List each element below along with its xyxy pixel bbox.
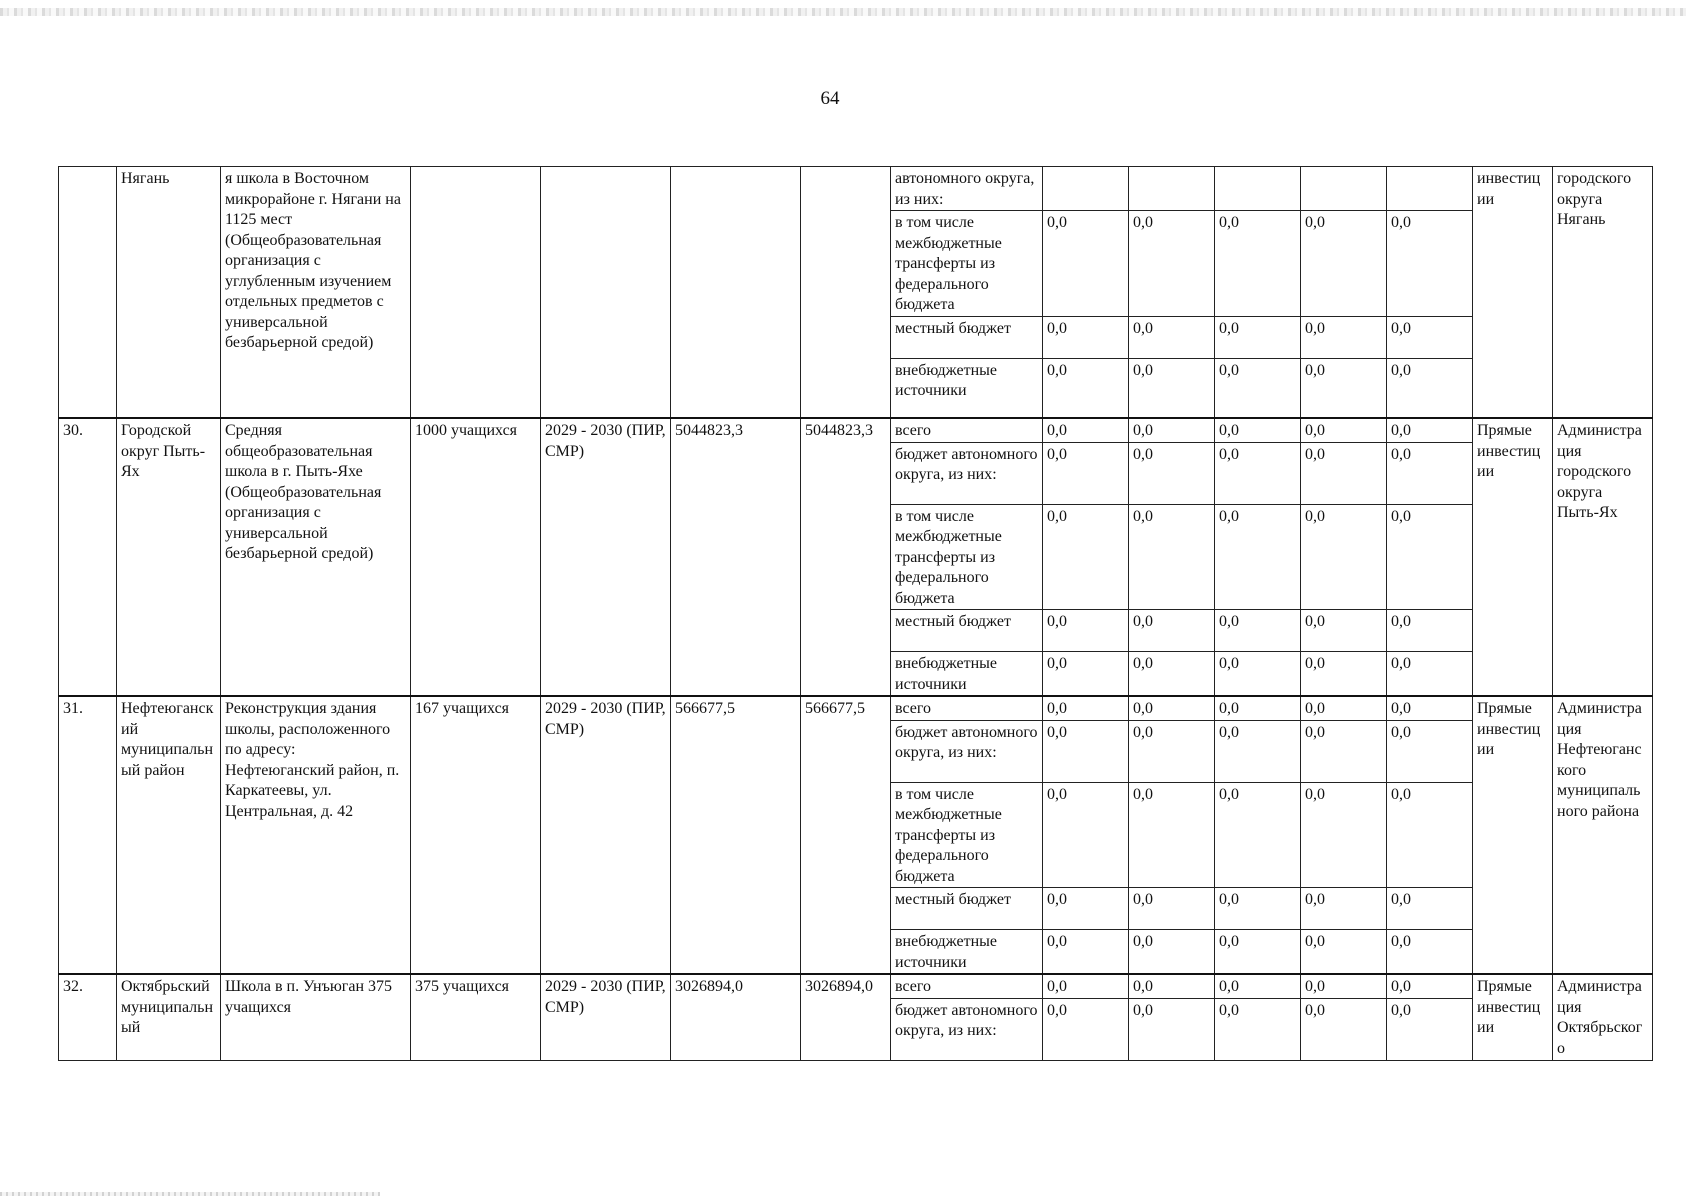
source-label: всего xyxy=(891,974,1043,998)
value-cell: 0,0 xyxy=(1387,782,1473,888)
value-cell: 0,0 xyxy=(1215,418,1301,442)
value-cell: 0,0 xyxy=(1215,888,1301,930)
customer: Администрация Октябрьского xyxy=(1553,974,1653,1060)
value-cell: 0,0 xyxy=(1129,358,1215,418)
value-cell: 0,0 xyxy=(1129,442,1215,504)
row-number xyxy=(59,167,117,419)
value-cell: 0,0 xyxy=(1129,930,1215,975)
value-cell: 0,0 xyxy=(1387,610,1473,652)
value-cell: 0,0 xyxy=(1129,998,1215,1060)
value-cell: 0,0 xyxy=(1129,504,1215,610)
table-row xyxy=(59,167,1653,211)
value-cell: 0,0 xyxy=(1129,652,1215,697)
value-cell: 0,0 xyxy=(1043,358,1129,418)
value-cell: 0,0 xyxy=(1301,418,1387,442)
investment-type: Прямые инвестиции xyxy=(1473,974,1553,1060)
scan-edge-top xyxy=(0,8,1686,16)
source-label: местный бюджет xyxy=(891,610,1043,652)
customer: городского округа Нягань xyxy=(1553,167,1653,419)
value-cell: 0,0 xyxy=(1387,358,1473,418)
value-cell: 0,0 xyxy=(1129,974,1215,998)
table-row xyxy=(59,974,1653,998)
value-cell: 0,0 xyxy=(1043,696,1129,720)
value-cell: 0,0 xyxy=(1387,418,1473,442)
total-cost: 5044823,3 xyxy=(671,418,801,696)
customer: Администрация Нефтеюганского муниципального района xyxy=(1553,696,1653,974)
table-row xyxy=(59,696,1653,720)
value-cell: 0,0 xyxy=(1215,998,1301,1060)
source-label: всего xyxy=(891,418,1043,442)
investment-type: инвестиции xyxy=(1473,167,1553,419)
capacity xyxy=(411,167,541,419)
total-cost: 566677,5 xyxy=(671,696,801,974)
investment-table xyxy=(58,166,1653,1061)
value-cell: 0,0 xyxy=(1387,211,1473,317)
row-number: 31. xyxy=(59,696,117,974)
value-cell: 0,0 xyxy=(1215,442,1301,504)
value-cell: 0,0 xyxy=(1215,696,1301,720)
value-cell: 0,0 xyxy=(1129,888,1215,930)
source-label: автономного округа, из них: xyxy=(891,167,1043,211)
value-cell: 0,0 xyxy=(1129,720,1215,782)
value-cell: 0,0 xyxy=(1043,211,1129,317)
value-cell: 0,0 xyxy=(1301,930,1387,975)
value-cell: 0,0 xyxy=(1043,720,1129,782)
value-cell: 0,0 xyxy=(1387,316,1473,358)
value-cell: 0,0 xyxy=(1043,652,1129,697)
period: 2029 - 2030 (ПИР, СМР) xyxy=(541,418,671,696)
source-label: бюджет автономного округа, из них: xyxy=(891,998,1043,1060)
value-cell: 0,0 xyxy=(1301,652,1387,697)
district-name: Октябрьский муниципальный xyxy=(117,974,221,1060)
value-cell: 0,0 xyxy=(1387,504,1473,610)
value-cell: 0,0 xyxy=(1387,442,1473,504)
capacity: 167 учащихся xyxy=(411,696,541,974)
value-cell: 0,0 xyxy=(1215,316,1301,358)
value-cell: 0,0 xyxy=(1043,504,1129,610)
district-name: Нягань xyxy=(117,167,221,419)
investment-type: Прямые инвестиции xyxy=(1473,418,1553,696)
capacity: 1000 учащихся xyxy=(411,418,541,696)
value-cell: 0,0 xyxy=(1129,418,1215,442)
remaining-cost: 566677,5 xyxy=(801,696,891,974)
page-number: 64 xyxy=(820,88,840,109)
value-cell: 0,0 xyxy=(1129,316,1215,358)
value-cell: 0,0 xyxy=(1301,442,1387,504)
value-cell: 0,0 xyxy=(1301,358,1387,418)
source-label: бюджет автономного округа, из них: xyxy=(891,720,1043,782)
district-name: Городской округ Пыть-Ях xyxy=(117,418,221,696)
object-name: Школа в п. Унъюган 375 учащихся xyxy=(221,974,411,1060)
value-cell: 0,0 xyxy=(1215,610,1301,652)
source-label: местный бюджет xyxy=(891,888,1043,930)
value-cell: 0,0 xyxy=(1301,782,1387,888)
row-number: 32. xyxy=(59,974,117,1060)
value-cell: 0,0 xyxy=(1301,211,1387,317)
object-name: Средняя общеобразовательная школа в г. Пыть-Яхе (Общеобразовательная организация с универсальной безбарьерной средой) xyxy=(221,418,411,696)
value-cell: 0,0 xyxy=(1043,974,1129,998)
value-cell: 0,0 xyxy=(1301,610,1387,652)
value-cell: 0,0 xyxy=(1043,888,1129,930)
value-cell: 0,0 xyxy=(1301,316,1387,358)
value-cell: 0,0 xyxy=(1043,316,1129,358)
remaining-cost: 5044823,3 xyxy=(801,418,891,696)
value-cell xyxy=(1129,167,1215,211)
value-cell: 0,0 xyxy=(1387,720,1473,782)
value-cell: 0,0 xyxy=(1387,652,1473,697)
value-cell: 0,0 xyxy=(1043,442,1129,504)
value-cell xyxy=(1043,167,1129,211)
value-cell: 0,0 xyxy=(1129,211,1215,317)
value-cell: 0,0 xyxy=(1301,998,1387,1060)
value-cell: 0,0 xyxy=(1301,888,1387,930)
source-label: внебюджетные источники xyxy=(891,930,1043,975)
value-cell: 0,0 xyxy=(1043,610,1129,652)
source-label: в том числе межбюджетные трансферты из федерального бюджета xyxy=(891,504,1043,610)
source-label: местный бюджет xyxy=(891,316,1043,358)
source-label: всего xyxy=(891,696,1043,720)
value-cell: 0,0 xyxy=(1215,782,1301,888)
value-cell: 0,0 xyxy=(1301,720,1387,782)
remaining-cost xyxy=(801,167,891,419)
capacity: 375 учащихся xyxy=(411,974,541,1060)
value-cell: 0,0 xyxy=(1387,696,1473,720)
table-row xyxy=(59,418,1653,442)
value-cell xyxy=(1301,167,1387,211)
source-label: в том числе межбюджетные трансферты из федерального бюджета xyxy=(891,782,1043,888)
object-name: Реконструкция здания школы, расположенного по адресу: Нефтеюганский район, п. Каркатеевы, ул. Центральная, д. 42 xyxy=(221,696,411,974)
value-cell: 0,0 xyxy=(1129,782,1215,888)
value-cell: 0,0 xyxy=(1215,358,1301,418)
value-cell: 0,0 xyxy=(1301,504,1387,610)
total-cost: 3026894,0 xyxy=(671,974,801,1060)
district-name: Нефтеюганский муниципальный район xyxy=(117,696,221,974)
value-cell: 0,0 xyxy=(1301,974,1387,998)
value-cell: 0,0 xyxy=(1215,720,1301,782)
remaining-cost: 3026894,0 xyxy=(801,974,891,1060)
value-cell: 0,0 xyxy=(1043,998,1129,1060)
value-cell: 0,0 xyxy=(1129,696,1215,720)
value-cell: 0,0 xyxy=(1043,930,1129,975)
value-cell: 0,0 xyxy=(1215,652,1301,697)
source-label: бюджет автономного округа, из них: xyxy=(891,442,1043,504)
value-cell xyxy=(1215,167,1301,211)
source-label: в том числе межбюджетные трансферты из федерального бюджета xyxy=(891,211,1043,317)
source-label: внебюджетные источники xyxy=(891,652,1043,697)
value-cell: 0,0 xyxy=(1215,930,1301,975)
investment-type: Прямые инвестиции xyxy=(1473,696,1553,974)
value-cell: 0,0 xyxy=(1043,418,1129,442)
object-name: я школа в Восточном микрорайоне г. Нягани на 1125 мест (Общеобразовательная организация с углубленным изучением отдельных предметов с универсальной безбарьерной средой) xyxy=(221,167,411,419)
total-cost xyxy=(671,167,801,419)
value-cell: 0,0 xyxy=(1301,696,1387,720)
value-cell: 0,0 xyxy=(1043,782,1129,888)
source-label: внебюджетные источники xyxy=(891,358,1043,418)
value-cell: 0,0 xyxy=(1387,930,1473,975)
period: 2029 - 2030 (ПИР, СМР) xyxy=(541,696,671,974)
period xyxy=(541,167,671,419)
value-cell: 0,0 xyxy=(1387,974,1473,998)
scan-edge-bottom xyxy=(0,1192,380,1196)
value-cell: 0,0 xyxy=(1215,974,1301,998)
value-cell: 0,0 xyxy=(1129,610,1215,652)
table-body xyxy=(59,167,1653,1061)
row-number: 30. xyxy=(59,418,117,696)
value-cell: 0,0 xyxy=(1215,504,1301,610)
customer: Администрация городского округа Пыть-Ях xyxy=(1553,418,1653,696)
value-cell: 0,0 xyxy=(1215,211,1301,317)
period: 2029 - 2030 (ПИР, СМР) xyxy=(541,974,671,1060)
value-cell: 0,0 xyxy=(1387,998,1473,1060)
value-cell: 0,0 xyxy=(1387,888,1473,930)
value-cell xyxy=(1387,167,1473,211)
